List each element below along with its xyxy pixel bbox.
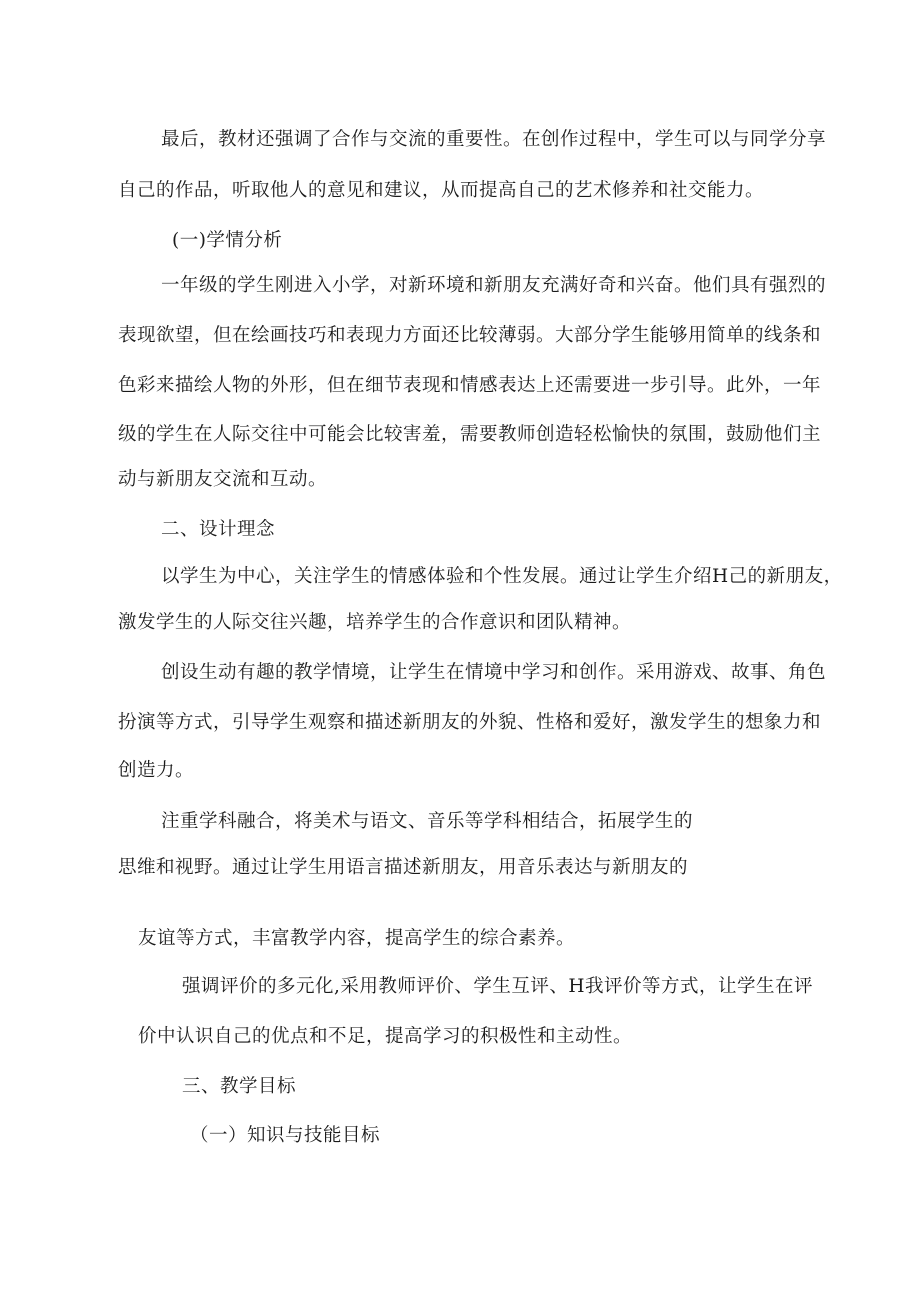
paragraph-line: 动与新朋友交流和互动。 [118, 469, 328, 490]
paragraph-line: 激发学生的人际交往兴趣，培养学生的合作意识和团队精神。 [118, 612, 632, 633]
paragraph-line: 创设生动有趣的教学情境，让学生在情境中学习和创作。采用游戏、故事、角色 [161, 662, 827, 683]
paragraph-line: 一年级的学生刚进入小学，对新环境和新朋友充满好奇和兴奋。他们具有强烈的 [161, 275, 827, 296]
paragraph-line: 最后，教材还强调了合作与交流的重要性。在创作过程中，学生可以与同学分享 [161, 129, 827, 150]
paragraph-line: 强调评价的多元化,采用教师评价、学生互评、H我评价等方式，让学生在评 [182, 976, 814, 997]
paragraph-line: 创造力。 [118, 760, 195, 781]
paragraph-line: 扮演等方式，引导学生观察和描述新朋友的外貌、性格和爱好，激发学生的想象力和 [118, 712, 822, 733]
paragraph-line: 表现欲望，但在绘画技巧和表现力方面还比较薄弱。大部分学生能够用简单的线条和 [118, 325, 822, 346]
paragraph-line: 色彩来描绘人物的外形，但在细节表现和情感表达上还需要进一步引导。此外，一年 [118, 375, 822, 396]
section-heading: 三、教学目标 [182, 1076, 297, 1097]
paragraph-line: 价中认识自己的优点和不足，提高学习的积极性和主动性。 [138, 1026, 633, 1047]
paragraph-line: 级的学生在人际交往中可能会比较害羞，需要教师创造轻松愉快的氛围，鼓励他们主 [118, 424, 822, 445]
paragraph-line: 以学生为中心，关注学生的情感体验和个性发展。通过让学生介绍H己的新朋友， [161, 566, 843, 587]
paragraph-line: 自己的作品，听取他人的意见和建议，从而提高自己的艺术修养和社交能力。 [118, 180, 765, 201]
section-heading: （一）知识与技能目标 [190, 1125, 381, 1146]
section-heading: 二、设计理念 [161, 519, 276, 540]
section-heading: (一)学情分析 [172, 230, 283, 251]
paragraph-line: 注重学科融合，将美术与语文、音乐等学科相结合，拓展学生的 [161, 811, 694, 832]
paragraph-line: 友谊等方式，丰富教学内容，提高学生的综合素养。 [138, 928, 576, 949]
paragraph-line: 思维和视野。通过让学生用语言描述新朋友，用音乐表达与新朋友的 [118, 857, 689, 878]
